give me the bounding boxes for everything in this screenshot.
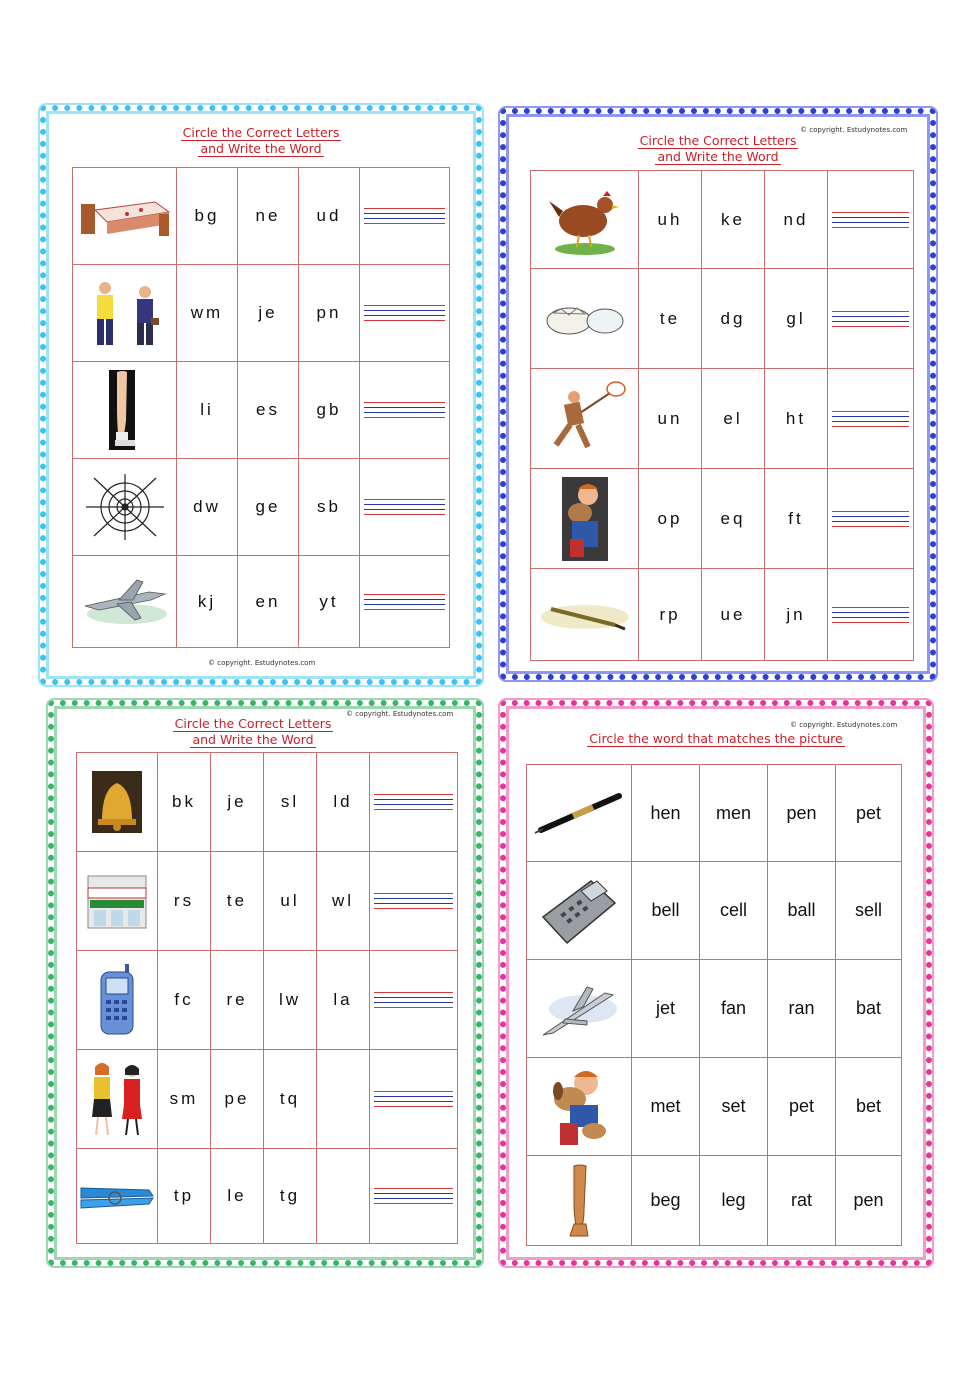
letters-table: [530, 170, 914, 661]
worksheet-title: Circle the word that matches the picture: [589, 731, 843, 746]
boy-with-dog-icon: [546, 1065, 612, 1149]
letter-option[interactable]: fc: [158, 951, 211, 1050]
picture-cell: [73, 265, 177, 362]
letter-option[interactable]: [317, 1149, 370, 1244]
letter-option[interactable]: tq: [264, 1050, 317, 1149]
letter-option[interactable]: el: [702, 369, 765, 469]
copyright-note: © copyright. Estudynotes.com: [208, 659, 316, 667]
picture-cell: [77, 1050, 158, 1149]
letter-option[interactable]: bg: [177, 168, 238, 265]
bell-icon: [92, 771, 142, 833]
hen-icon: [545, 183, 625, 257]
picture-cell: [73, 362, 177, 459]
letter-option[interactable]: bk: [158, 753, 211, 852]
table-row: [73, 459, 450, 556]
picture-cell: [527, 862, 632, 960]
letter-option[interactable]: la: [317, 951, 370, 1050]
copyright-note: © copyright. Estudynotes.com: [800, 126, 908, 134]
letter-option[interactable]: ht: [765, 369, 828, 469]
letter-option[interactable]: ld: [317, 753, 370, 852]
worksheet-words: [500, 700, 932, 1266]
worksheet-title: Circle the Correct Letters and Write the Word: [639, 133, 797, 164]
table-row: [527, 1156, 902, 1246]
eggs-icon: [543, 299, 627, 339]
table-row: [77, 753, 458, 852]
table-row: [77, 852, 458, 951]
jet-plane-icon: [79, 574, 171, 630]
writing-lines[interactable]: [360, 459, 450, 556]
writing-lines[interactable]: [370, 1149, 458, 1244]
picture-cell: [531, 369, 639, 469]
pen-icon: [537, 595, 633, 635]
picture-cell: [531, 469, 639, 569]
writing-lines[interactable]: [828, 569, 914, 661]
word-option[interactable]: men: [700, 765, 768, 862]
word-option[interactable]: leg: [700, 1156, 768, 1246]
picture-cell: [527, 960, 632, 1058]
letter-option[interactable]: op: [639, 469, 702, 569]
table-row: [527, 1058, 902, 1156]
letter-option[interactable]: ue: [702, 569, 765, 661]
picture-cell: [531, 171, 639, 269]
worksheet-letters-3: [48, 700, 482, 1266]
writing-lines[interactable]: [828, 469, 914, 569]
letter-option[interactable]: ul: [264, 852, 317, 951]
word-option[interactable]: rat: [768, 1156, 836, 1246]
word-option[interactable]: ran: [768, 960, 836, 1058]
words-table: [526, 764, 902, 1246]
table-row: [527, 960, 902, 1058]
letter-option[interactable]: li: [177, 362, 238, 459]
table-row: [73, 168, 450, 265]
writing-lines[interactable]: [370, 951, 458, 1050]
letter-option[interactable]: eq: [702, 469, 765, 569]
letter-option[interactable]: je: [238, 265, 299, 362]
two-men-icon: [85, 278, 165, 348]
letters-table: [76, 752, 458, 1244]
table-row: [77, 1149, 458, 1244]
bed-icon: [77, 190, 173, 242]
table-row: [73, 362, 450, 459]
table-row: [531, 269, 914, 369]
table-row: [531, 469, 914, 569]
copyright-note: © copyright. Estudynotes.com: [790, 721, 898, 729]
man-with-net-icon: [540, 379, 630, 459]
word-option[interactable]: bet: [836, 1058, 902, 1156]
letter-option[interactable]: uh: [639, 171, 702, 269]
letter-option[interactable]: rs: [158, 852, 211, 951]
word-option[interactable]: pen: [768, 765, 836, 862]
word-option[interactable]: pet: [836, 765, 902, 862]
writing-lines[interactable]: [360, 265, 450, 362]
word-option[interactable]: bat: [836, 960, 902, 1058]
clothes-peg-icon: [79, 1176, 155, 1216]
table-row: [531, 569, 914, 661]
picture-cell: [77, 951, 158, 1050]
letter-option[interactable]: tp: [158, 1149, 211, 1244]
letter-option[interactable]: rp: [639, 569, 702, 661]
letter-option[interactable]: pn: [299, 265, 360, 362]
letter-option[interactable]: ud: [299, 168, 360, 265]
letter-option[interactable]: en: [238, 556, 299, 648]
picture-cell: [73, 556, 177, 648]
table-row: [531, 369, 914, 469]
worksheet-letters-2: [500, 108, 936, 680]
letter-option[interactable]: wm: [177, 265, 238, 362]
letter-option[interactable]: ke: [702, 171, 765, 269]
picture-cell: [527, 1058, 632, 1156]
word-option[interactable]: cell: [700, 862, 768, 960]
picture-cell: [73, 459, 177, 556]
copyright-note: © copyright. Estudynotes.com: [346, 710, 454, 718]
leg-icon: [105, 370, 145, 450]
shop-icon: [84, 870, 150, 932]
letter-option[interactable]: un: [639, 369, 702, 469]
word-option[interactable]: ball: [768, 862, 836, 960]
word-option[interactable]: sell: [836, 862, 902, 960]
word-option[interactable]: jet: [632, 960, 700, 1058]
picture-cell: [77, 1149, 158, 1244]
picture-cell: [73, 168, 177, 265]
letter-option[interactable]: lw: [264, 951, 317, 1050]
picture-cell: [531, 269, 639, 369]
writing-lines[interactable]: [370, 753, 458, 852]
writing-lines[interactable]: [370, 1050, 458, 1149]
letter-option[interactable]: te: [211, 852, 264, 951]
leg-icon: [564, 1164, 594, 1238]
letter-option[interactable]: tg: [264, 1149, 317, 1244]
letter-option[interactable]: sl: [264, 753, 317, 852]
letter-option[interactable]: gl: [765, 269, 828, 369]
letter-option[interactable]: [317, 1050, 370, 1149]
letter-option[interactable]: sb: [299, 459, 360, 556]
word-option[interactable]: fan: [700, 960, 768, 1058]
letter-option[interactable]: pe: [211, 1050, 264, 1149]
letter-option[interactable]: ge: [238, 459, 299, 556]
picture-cell: [527, 1156, 632, 1246]
worksheet-title: Circle the Correct Letters and Write the Word: [174, 716, 332, 747]
spider-web-icon: [82, 472, 168, 542]
table-row: [531, 171, 914, 269]
letter-option[interactable]: jn: [765, 569, 828, 661]
picture-cell: [527, 765, 632, 862]
picture-cell: [531, 569, 639, 661]
letter-option[interactable]: le: [211, 1149, 264, 1244]
two-women-icon: [84, 1059, 150, 1139]
worksheet-title: Circle the Correct Letters and Write the Word: [182, 125, 340, 156]
writing-lines[interactable]: [828, 171, 914, 269]
letter-option[interactable]: nd: [765, 171, 828, 269]
word-option[interactable]: bell: [632, 862, 700, 960]
table-row: [527, 765, 902, 862]
writing-lines[interactable]: [360, 556, 450, 648]
letter-option[interactable]: ne: [238, 168, 299, 265]
mobile-phone-icon: [537, 873, 621, 949]
boy-with-dog-icon: [562, 477, 608, 561]
cell-phone-icon: [95, 962, 139, 1038]
letter-option[interactable]: sm: [158, 1050, 211, 1149]
table-row: [527, 862, 902, 960]
letter-option[interactable]: dw: [177, 459, 238, 556]
letter-option[interactable]: wl: [317, 852, 370, 951]
letter-option[interactable]: es: [238, 362, 299, 459]
word-option[interactable]: hen: [632, 765, 700, 862]
word-option[interactable]: met: [632, 1058, 700, 1156]
letter-option[interactable]: je: [211, 753, 264, 852]
word-option[interactable]: pen: [836, 1156, 902, 1246]
letter-option[interactable]: re: [211, 951, 264, 1050]
table-row: [73, 265, 450, 362]
word-option[interactable]: set: [700, 1058, 768, 1156]
letter-option[interactable]: dg: [702, 269, 765, 369]
picture-cell: [77, 753, 158, 852]
writing-lines[interactable]: [828, 369, 914, 469]
letter-option[interactable]: te: [639, 269, 702, 369]
word-option[interactable]: beg: [632, 1156, 700, 1246]
word-option[interactable]: pet: [768, 1058, 836, 1156]
worksheet-letters-1: [40, 105, 482, 685]
letter-option[interactable]: gb: [299, 362, 360, 459]
pen-icon: [533, 788, 625, 838]
writing-lines[interactable]: [828, 269, 914, 369]
letter-option[interactable]: yt: [299, 556, 360, 648]
table-row: [77, 1050, 458, 1149]
table-row: [73, 556, 450, 648]
jet-icon: [539, 977, 619, 1041]
writing-lines[interactable]: [370, 852, 458, 951]
writing-lines[interactable]: [360, 168, 450, 265]
table-row: [77, 951, 458, 1050]
picture-cell: [77, 852, 158, 951]
letters-table: [72, 167, 450, 648]
writing-lines[interactable]: [360, 362, 450, 459]
letter-option[interactable]: kj: [177, 556, 238, 648]
letter-option[interactable]: ft: [765, 469, 828, 569]
